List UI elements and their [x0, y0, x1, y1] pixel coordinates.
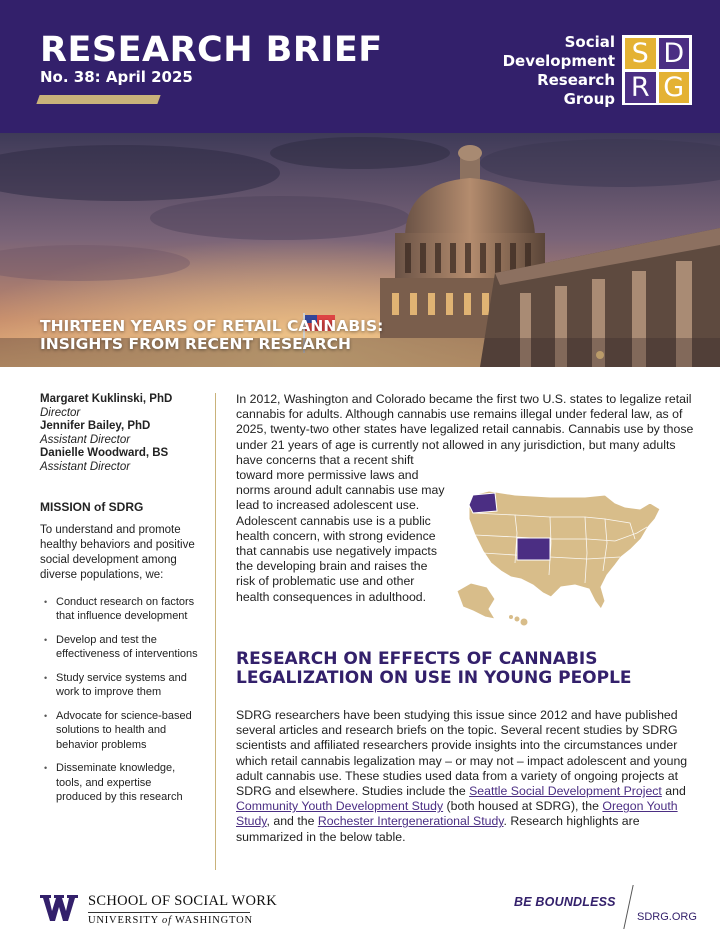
logo-letter-g: G [659, 72, 690, 103]
mission-item: • Develop and test the effectiveness of interventions [40, 633, 200, 662]
footer-rule [88, 912, 250, 913]
state-alaska [457, 583, 495, 619]
sdrg-logo [622, 35, 692, 105]
research-text: SDRG researchers have been studying this issue since 2012 and have published several articles and research briefs on the topic. Several recent studies by SDRG scientists and affiliated researchers provide insights into the circumstances under which retail cannabis legalization may – or may not – impact adolescent and young adult cannabis use. These studies used data from a variety of ongoing projects at SDRG and elsewhere. Studies include the [236, 708, 688, 799]
link-oregon-youth-study[interactable]: Oregon Youth Study [236, 799, 678, 829]
mission-item: • Study service systems and work to improve them [40, 671, 200, 700]
hero-image-capitol [0, 133, 720, 367]
footer-university [88, 915, 253, 926]
org-name [500, 33, 615, 109]
intro-paragraph: In 2012, Washington and Colorado became the first two U.S. states to legalize retail cannabis for adults. Although cannabis use remains illegal under federal law, as of 2025, twenty-two other states have legalized retail cannabis. Cannabis use by those under 21 years of age is currently not allowed in any jurisdiction, but many adults have concerns that a recent shift [236, 392, 694, 467]
staff-role: Director [40, 406, 81, 419]
staff-name: Margaret Kuklinski, PhD [40, 393, 173, 405]
research-text: (both housed at SDRG), the [443, 799, 603, 814]
section-heading [236, 650, 696, 688]
org-name-line: Development [502, 52, 615, 70]
state-colorado [517, 538, 550, 560]
logo-letter-r: R [625, 72, 656, 103]
mission-text: To understand and promote healthy behaviors and positive social development among diverse populations, we: [40, 523, 195, 581]
brief-title: RESEARCH BRIEF [40, 30, 383, 70]
footer-school-name: SCHOOL OF SOCIAL WORK [88, 893, 278, 909]
footer-university-text: UNIVERSITY [88, 915, 163, 926]
footer-university-of: of [162, 915, 172, 926]
staff-role: Assistant Director [40, 433, 131, 446]
logo-letter-d: D [659, 38, 690, 69]
intro-paragraph-wrap: toward more permissive laws and norms around adult cannabis use may lead to increased adolescent use. Adolescent cannabis use is a public health concern, with strong evidence that cannabis use negatively impacts the developing brain and raises the risk of problematic use and other health consequences in adulthood. [236, 468, 445, 604]
section-heading-line: LEGALIZATION ON USE IN YOUNG PEOPLE [236, 668, 632, 688]
hero-title-line: THIRTEEN YEARS OF RETAIL CANNABIS: [40, 317, 384, 335]
mission-heading: MISSION of SDRG [40, 500, 144, 514]
org-name-line: Research [537, 71, 615, 89]
staff-name: Jennifer Bailey, PhD [40, 420, 151, 432]
org-name-line: Social [564, 33, 615, 51]
issue-number: No. 38: April 2025 [40, 68, 193, 86]
site-link[interactable]: SDRG.ORG [637, 911, 697, 923]
mission-list [40, 595, 200, 805]
link-seattle-social-development-project[interactable]: Seattle Social Development Project [469, 784, 662, 799]
logo-letter-s: S [625, 38, 656, 69]
state-washington [469, 493, 497, 513]
link-community-youth-development-study[interactable]: Community Youth Development Study [236, 799, 444, 814]
column-divider [215, 393, 216, 870]
link-rochester-intergenerational-study[interactable]: Rochester Intergenerational Study [317, 814, 504, 829]
tagline-be-boundless: BE BOUNDLESS [514, 895, 616, 909]
section-heading-line: RESEARCH ON EFFECTS OF CANNABIS [236, 649, 598, 669]
staff-list [40, 393, 200, 474]
org-name-line: Group [563, 90, 615, 108]
us-continental-shape [469, 491, 660, 609]
hero-title [40, 317, 383, 353]
footer-university-text: WASHINGTON [171, 915, 253, 926]
uw-w-logo-icon [40, 895, 78, 921]
mission-item: • Advocate for science-based solutions to health and behavior problems [40, 709, 200, 753]
research-text: . Research highlights are summarized in the below table. [236, 814, 640, 844]
us-map-figure [455, 483, 670, 628]
gold-accent-bar [36, 95, 160, 104]
mission-item: • Conduct research on factors that influence development [40, 595, 200, 624]
mission-item: • Disseminate knowledge, tools, and expertise produced by this research [40, 761, 200, 805]
research-text: , and the [266, 814, 318, 829]
staff-role: Assistant Director [40, 460, 131, 473]
research-paragraph [236, 708, 696, 845]
research-text: and [661, 784, 686, 799]
sidebar [40, 393, 200, 814]
state-hawaii [509, 615, 528, 626]
staff-name: Danielle Woodward, BS [40, 447, 169, 459]
hero-title-line: INSIGHTS FROM RECENT RESEARCH [40, 335, 351, 353]
header-band [0, 0, 720, 133]
footer-slash-divider [623, 885, 633, 929]
